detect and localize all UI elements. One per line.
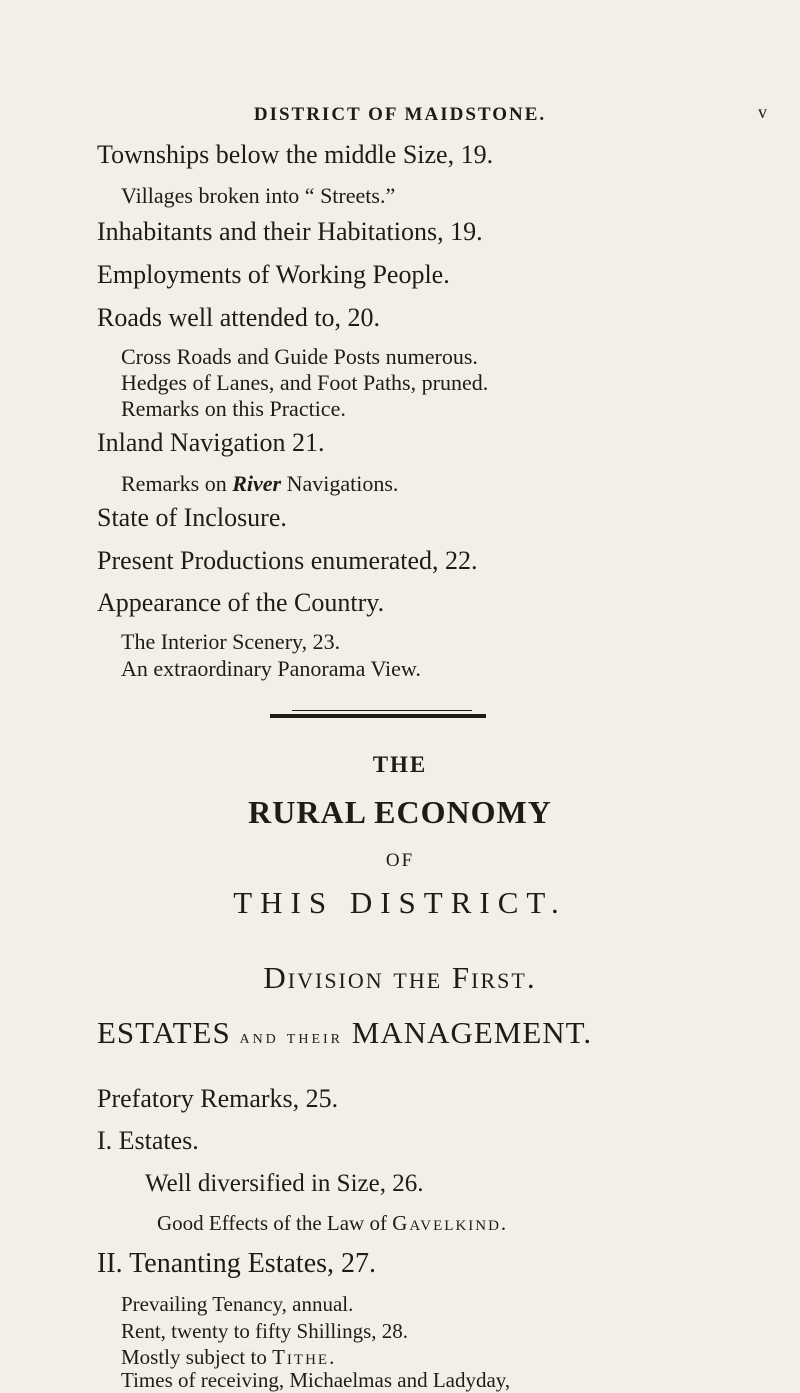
contents-italic: River <box>232 471 282 496</box>
contents-line: Inhabitants and their Habitations, 19. <box>97 217 483 246</box>
contents-line: Inland Navigation 21. <box>97 428 325 457</box>
contents-line: Hedges of Lanes, and Foot Paths, pruned. <box>121 370 489 395</box>
contents-line: Employments of Working People. <box>97 260 450 289</box>
contents-line: Cross Roads and Guide Posts numerous. <box>121 344 478 369</box>
contents-line <box>157 1211 508 1236</box>
contents-line: Prefatory Remarks, 25. <box>97 1084 339 1113</box>
title-the: THE <box>372 752 428 777</box>
contents-line: State of Inclosure. <box>97 503 287 532</box>
separator-rule <box>270 714 486 718</box>
contents-line: Times of receiving, Michaelmas and Ladyday, <box>121 1368 511 1392</box>
contents-line: I. Estates. <box>97 1126 199 1155</box>
contents-text: Mostly subject to <box>121 1345 273 1369</box>
page-number: v <box>758 102 767 122</box>
contents-line: Villages broken into “ Streets.” <box>121 183 396 208</box>
estates-heading-middle: and their <box>239 1026 343 1048</box>
contents-line: Rent, twenty to fifty Shillings, 28. <box>121 1319 408 1343</box>
contents-line: II. Tenanting Estates, 27. <box>97 1248 377 1279</box>
contents-text: Good Effects of the Law of <box>157 1211 393 1235</box>
contents-line <box>121 1345 336 1370</box>
contents-line: Well diversified in Size, 26. <box>145 1170 424 1197</box>
separator-rule <box>292 710 472 711</box>
title-of: OF <box>385 850 415 871</box>
contents-line: Appearance of the Country. <box>97 588 385 617</box>
division-heading: Division the First. <box>263 960 537 995</box>
contents-line: Prevailing Tenancy, annual. <box>121 1292 354 1316</box>
contents-smallcaps: Gavelkind. <box>392 1211 509 1235</box>
contents-line: Remarks on this Practice. <box>121 396 346 421</box>
contents-line: Present Productions enumerated, 22. <box>97 546 478 575</box>
contents-line: Townships below the middle Size, 19. <box>97 140 494 169</box>
title-rural-economy: RURAL ECONOMY <box>248 794 552 830</box>
estates-heading <box>97 1015 592 1051</box>
contents-line <box>121 471 398 497</box>
contents-smallcaps: Tithe. <box>272 1345 337 1369</box>
estates-heading-left: ESTATES <box>97 1015 231 1050</box>
contents-text: Navigations. <box>281 471 399 496</box>
contents-line: Roads well attended to, 20. <box>97 303 381 332</box>
contents-line: The Interior Scenery, 23. <box>121 629 341 654</box>
contents-text: Remarks on <box>121 471 233 496</box>
estates-heading-right: MANAGEMENT. <box>351 1015 593 1050</box>
title-this-district: THIS DISTRICT. <box>233 885 567 920</box>
running-head: DISTRICT OF MAIDSTONE. <box>253 104 547 125</box>
contents-line: An extraordinary Panorama View. <box>121 656 421 681</box>
